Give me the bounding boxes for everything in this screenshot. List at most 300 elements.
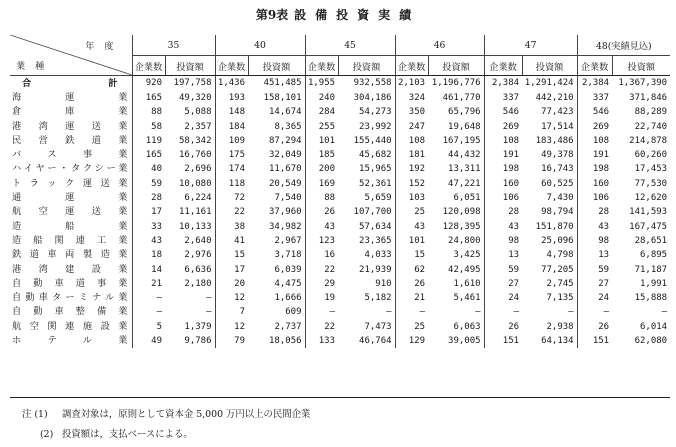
investment-amount-cell: 6,636 xyxy=(184,264,212,275)
investment-amount-cell: 49,320 xyxy=(179,93,212,103)
sub-header-count: 企業数 xyxy=(305,56,338,76)
investment-amount-cell: 54,273 xyxy=(359,107,392,118)
industry-name: 通運業 xyxy=(12,192,128,204)
investment-amount-cell: 120,098 xyxy=(442,207,481,218)
industry-name: 民営鉄道業 xyxy=(12,134,128,146)
investment-amount-cell: 167,195 xyxy=(442,135,481,146)
investment-amount-cell: 6,895 xyxy=(640,250,668,261)
note-1-text: 調査対象は，原則として資本金 5,000 万円以上の民間企業 xyxy=(62,409,311,420)
year-header: 45 xyxy=(305,35,395,56)
investment-amount-cell: 46,764 xyxy=(359,336,392,347)
industry-name: 鉄道車両製造業 xyxy=(12,249,128,261)
investment-amount-cell: 1,610 xyxy=(453,278,481,289)
investment-amount-cell: 18,056 xyxy=(269,336,302,347)
investment-amount-cell: 98,794 xyxy=(541,207,574,218)
investment-amount-cell: 14,674 xyxy=(269,107,302,118)
investment-amount-cell: 5,461 xyxy=(453,293,481,304)
company-count-cell: 119 xyxy=(132,134,165,148)
investment-amount-cell: 167,475 xyxy=(629,221,668,232)
company-count-cell: 108 xyxy=(395,134,428,148)
investment-amount-cell: 62,080 xyxy=(634,336,668,347)
table-number: 第9表 xyxy=(255,8,289,22)
company-count-cell: 26 xyxy=(305,205,338,219)
investment-amount-cell: 5,182 xyxy=(364,293,392,304)
company-count-cell: 21 xyxy=(132,277,165,291)
investment-amount-cell: 1,291,424 xyxy=(524,78,574,88)
note-2 xyxy=(40,426,193,440)
investment-amount-cell: 2,737 xyxy=(274,321,302,332)
table-row xyxy=(10,248,670,262)
investment-amount-cell: 25,096 xyxy=(541,235,574,246)
investment-amount-cell: 442,210 xyxy=(535,93,574,103)
investment-amount-cell: 22,740 xyxy=(634,121,668,132)
company-count-cell: 43 xyxy=(132,234,165,248)
total-row xyxy=(10,76,670,92)
table-caption: 設備投資実績 xyxy=(294,8,421,22)
company-count-cell: 106 xyxy=(577,191,612,205)
investment-amount-cell: 12,620 xyxy=(634,193,668,204)
investment-amount-cell: 1,379 xyxy=(184,321,212,332)
investment-amount-cell: 932,558 xyxy=(353,78,392,88)
investment-amount-cell: 17,514 xyxy=(541,121,574,132)
investment-amount-cell: 214,878 xyxy=(629,135,668,146)
investment-amount-cell: 15,965 xyxy=(359,164,392,175)
company-count-cell: 101 xyxy=(305,134,338,148)
investment-amount-cell: 151,870 xyxy=(535,221,574,232)
company-count-cell: 198 xyxy=(484,162,522,176)
company-count-cell: 350 xyxy=(395,105,428,119)
company-count-cell: 88 xyxy=(305,191,338,205)
year-header: 40 xyxy=(215,35,305,56)
table-row xyxy=(10,334,670,348)
investment-amount-cell: 77,530 xyxy=(634,178,668,189)
industry-name: 倉庫業 xyxy=(12,106,128,118)
investment-amount-cell: 2,180 xyxy=(184,278,212,289)
company-count-cell: 160 xyxy=(577,177,612,191)
company-count-cell: 185 xyxy=(305,148,338,162)
company-count-cell: — xyxy=(395,305,428,319)
company-count-cell: 25 xyxy=(395,320,428,334)
investment-amount-cell: 7,473 xyxy=(364,321,392,332)
company-count-cell: 72 xyxy=(215,191,248,205)
investment-amount-cell: 17,453 xyxy=(634,164,668,175)
company-count-cell: — xyxy=(132,305,165,319)
investment-amount-cell: 87,294 xyxy=(269,135,302,146)
company-count-cell: 175 xyxy=(215,148,248,162)
investment-amount-cell: 88,289 xyxy=(634,107,668,118)
company-count-cell: 324 xyxy=(395,91,428,105)
company-count-cell: 22 xyxy=(215,205,248,219)
investment-amount-cell: 60,260 xyxy=(634,150,668,161)
company-count-cell: 49 xyxy=(132,334,165,348)
investment-amount-cell: 6,051 xyxy=(453,193,481,204)
table-row xyxy=(10,320,670,334)
investment-amount-cell: 32,049 xyxy=(269,150,302,161)
company-count-cell: 16 xyxy=(305,248,338,262)
investment-amount-cell: 451,485 xyxy=(263,78,302,88)
company-count-cell: 337 xyxy=(484,91,522,105)
company-count-cell: 7 xyxy=(215,305,248,319)
investment-amount-cell: 64,134 xyxy=(541,336,574,347)
company-count-cell: 240 xyxy=(305,91,338,105)
investment-amount-cell: 60,525 xyxy=(541,178,574,189)
industry-name: 自動車道事業 xyxy=(12,277,128,289)
company-count-cell: 19 xyxy=(305,291,338,305)
company-count-cell: 21 xyxy=(395,291,428,305)
investment-amount-cell: 28,651 xyxy=(634,235,668,246)
investment-amount-cell: 7,430 xyxy=(546,193,574,204)
company-count-cell: 25 xyxy=(395,205,428,219)
investment-amount-cell: 4,033 xyxy=(364,250,392,261)
company-count-cell: 22 xyxy=(305,320,338,334)
investment-amount-cell: 1,666 xyxy=(274,293,302,304)
investment-amount-cell: 19,648 xyxy=(448,121,481,132)
company-count-cell: 43 xyxy=(305,220,338,234)
investment-amount-cell: 128,395 xyxy=(442,221,481,232)
investment-amount-cell: 44,432 xyxy=(448,150,481,161)
company-count-cell: 133 xyxy=(305,334,338,348)
table-row xyxy=(10,277,670,291)
industry-name: 自動車ターミナル業 xyxy=(12,292,128,304)
investment-amount-cell: 2,938 xyxy=(546,321,574,332)
investment-amount-cell: 11,670 xyxy=(269,164,302,175)
table-title xyxy=(0,6,676,23)
investment-amount-cell: 371,846 xyxy=(629,93,668,103)
company-count-cell: 198 xyxy=(577,162,612,176)
company-count-cell: 17 xyxy=(215,263,248,277)
company-count-cell: 123 xyxy=(305,234,338,248)
company-count-cell: 13 xyxy=(484,248,522,262)
company-count-cell: 191 xyxy=(484,148,522,162)
company-count-cell: 337 xyxy=(577,91,612,105)
investment-amount-cell: 71,187 xyxy=(634,264,668,275)
investment-amount-cell: 2,967 xyxy=(274,235,302,246)
investment-table xyxy=(10,35,670,348)
investment-amount-cell: 2,696 xyxy=(184,164,212,175)
company-count-cell: 24 xyxy=(484,291,522,305)
table-row xyxy=(10,120,670,134)
note-2-label: (2) xyxy=(40,429,54,440)
company-count-cell: 181 xyxy=(395,148,428,162)
company-count-cell: 26 xyxy=(577,320,612,334)
investment-amount-cell: — xyxy=(386,307,392,318)
company-count-cell: 18 xyxy=(132,248,165,262)
company-count-cell: 62 xyxy=(395,263,428,277)
industry-name: 航空運送業 xyxy=(12,206,128,218)
company-count-cell: 98 xyxy=(484,234,522,248)
company-count-cell: 40 xyxy=(132,162,165,176)
investment-amount-cell: 47,221 xyxy=(448,178,481,189)
investment-amount-cell: 609 xyxy=(285,307,302,318)
company-count-cell: 88 xyxy=(132,105,165,119)
investment-amount-cell: 15,888 xyxy=(634,293,668,304)
company-count-cell: 59 xyxy=(577,263,612,277)
sub-header-amount: 投資額 xyxy=(248,56,305,76)
investment-amount-cell: 39,005 xyxy=(448,336,481,347)
investment-amount-cell: 6,014 xyxy=(640,321,668,332)
company-count-cell: 58 xyxy=(132,120,165,134)
table-row xyxy=(10,105,670,119)
company-count-cell: 108 xyxy=(577,134,612,148)
company-count-cell: 103 xyxy=(395,191,428,205)
company-count-cell: 269 xyxy=(577,120,612,134)
table-row xyxy=(10,205,670,219)
industry-name: 造船業 xyxy=(12,220,128,232)
company-count-cell: 148 xyxy=(215,105,248,119)
table-row xyxy=(10,134,670,148)
industry-name: 海運業 xyxy=(12,92,128,103)
table-row xyxy=(10,148,670,162)
company-count-cell: 2,103 xyxy=(395,76,428,92)
investment-amount-cell: 304,186 xyxy=(353,93,392,103)
company-count-cell: 129 xyxy=(395,334,428,348)
investment-amount-cell: 77,205 xyxy=(541,264,574,275)
company-count-cell: 101 xyxy=(395,234,428,248)
company-count-cell: 43 xyxy=(577,220,612,234)
corner-year-label: 年度 xyxy=(85,41,124,52)
investment-amount-cell: 461,770 xyxy=(442,93,481,103)
company-count-cell: 15 xyxy=(395,248,428,262)
investment-amount-cell: 2,357 xyxy=(184,121,212,132)
note-1 xyxy=(22,406,310,420)
note-1-label: 注 (1) xyxy=(22,409,48,420)
industry-name: 港湾建設業 xyxy=(12,263,128,275)
company-count-cell: 43 xyxy=(395,220,428,234)
company-count-cell: 920 xyxy=(132,76,165,92)
investment-amount-cell: 3,425 xyxy=(453,250,481,261)
investment-amount-cell: 6,063 xyxy=(453,321,481,332)
table-row xyxy=(10,177,670,191)
investment-amount-cell: 13,311 xyxy=(448,164,481,175)
investment-amount-cell: 11,161 xyxy=(179,207,212,218)
investment-amount-cell: 4,475 xyxy=(274,278,302,289)
investment-amount-cell: 107,700 xyxy=(353,207,392,218)
company-count-cell: 27 xyxy=(577,277,612,291)
investment-amount-cell: 1,367,390 xyxy=(618,78,668,88)
company-count-cell: 5 xyxy=(132,320,165,334)
company-count-cell: 108 xyxy=(484,134,522,148)
table-row xyxy=(10,91,670,105)
table-body xyxy=(10,76,670,349)
company-count-cell: 12 xyxy=(215,291,248,305)
investment-amount-cell: 23,365 xyxy=(359,235,392,246)
table-bottom-rule xyxy=(10,397,670,398)
company-count-cell: 12 xyxy=(215,320,248,334)
note-2-text: 投資額は，支払ベースによる。 xyxy=(62,429,193,440)
investment-amount-cell: 4,798 xyxy=(546,250,574,261)
investment-amount-cell: 42,495 xyxy=(448,264,481,275)
investment-amount-cell: 2,976 xyxy=(184,250,212,261)
company-count-cell: 27 xyxy=(484,277,522,291)
company-count-cell: 546 xyxy=(577,105,612,119)
company-count-cell: 152 xyxy=(395,177,428,191)
sub-header-count: 企業数 xyxy=(395,56,428,76)
investment-amount-cell: 158,101 xyxy=(263,93,302,103)
investment-amount-cell: 65,796 xyxy=(448,107,481,118)
investment-amount-cell: 21,939 xyxy=(359,264,392,275)
investment-amount-cell: 45,682 xyxy=(359,150,392,161)
company-count-cell: 193 xyxy=(215,91,248,105)
sub-header-amount: 投資額 xyxy=(612,56,670,76)
year-header: 47 xyxy=(484,35,577,56)
company-count-cell: 165 xyxy=(132,91,165,105)
investment-amount-cell: 6,039 xyxy=(274,264,302,275)
company-count-cell: 24 xyxy=(577,291,612,305)
company-count-cell: 192 xyxy=(395,162,428,176)
company-count-cell: 118 xyxy=(215,177,248,191)
investment-amount-cell: 5,659 xyxy=(364,193,392,204)
sub-header-amount: 投資額 xyxy=(338,56,395,76)
company-count-cell: 247 xyxy=(395,120,428,134)
investment-amount-cell: 197,758 xyxy=(173,78,212,88)
investment-amount-cell: 7,135 xyxy=(546,293,574,304)
industry-name: ホテル業 xyxy=(12,335,128,347)
investment-amount-cell: 9,786 xyxy=(184,336,212,347)
company-count-cell: 109 xyxy=(215,134,248,148)
company-count-cell: 1,436 xyxy=(215,76,248,92)
investment-amount-cell: 20,549 xyxy=(269,178,302,189)
investment-amount-cell: 155,440 xyxy=(353,135,392,146)
investment-amount-cell: 24,800 xyxy=(448,235,481,246)
investment-amount-cell: — xyxy=(568,307,574,318)
company-count-cell: 106 xyxy=(484,191,522,205)
company-count-cell: 43 xyxy=(484,220,522,234)
company-count-cell: 191 xyxy=(577,148,612,162)
company-count-cell: — xyxy=(305,305,338,319)
company-count-cell: 160 xyxy=(484,177,522,191)
company-count-cell: 200 xyxy=(305,162,338,176)
company-count-cell: 284 xyxy=(305,105,338,119)
investment-amount-cell: 57,634 xyxy=(359,221,392,232)
table-row xyxy=(10,291,670,305)
company-count-cell: 174 xyxy=(215,162,248,176)
company-count-cell: 26 xyxy=(484,320,522,334)
company-count-cell: 2,384 xyxy=(484,76,522,92)
header-row-years xyxy=(10,35,670,56)
sub-header-count: 企業数 xyxy=(215,56,248,76)
investment-amount-cell: — xyxy=(206,307,212,318)
company-count-cell: 28 xyxy=(132,191,165,205)
company-count-cell: 2,384 xyxy=(577,76,612,92)
industry-name: バス事業 xyxy=(12,149,128,161)
year-header: 46 xyxy=(395,35,484,56)
company-count-cell: — xyxy=(132,291,165,305)
company-count-cell: 15 xyxy=(215,248,248,262)
investment-amount-cell: 10,133 xyxy=(179,221,212,232)
investment-amount-cell: 6,224 xyxy=(184,193,212,204)
company-count-cell: 59 xyxy=(132,177,165,191)
company-count-cell: 98 xyxy=(577,234,612,248)
year-header: 48(実績見込) xyxy=(577,35,670,56)
investment-amount-cell: 183,486 xyxy=(535,135,574,146)
table-row xyxy=(10,191,670,205)
sub-header-count: 企業数 xyxy=(484,56,522,76)
corner-industry-label: 業種 xyxy=(16,61,55,72)
company-count-cell: 169 xyxy=(305,177,338,191)
header-corner xyxy=(10,35,132,76)
industry-name: 造船関連工業 xyxy=(12,234,128,246)
investment-amount-cell: 58,342 xyxy=(179,135,212,146)
company-count-cell: 28 xyxy=(484,205,522,219)
sub-header-count: 企業数 xyxy=(132,56,165,76)
company-count-cell: 59 xyxy=(484,263,522,277)
company-count-cell: 33 xyxy=(132,220,165,234)
sub-header-count: 企業数 xyxy=(577,56,612,76)
industry-name: 合計 xyxy=(22,78,118,89)
sub-header-amount: 投資額 xyxy=(428,56,484,76)
company-count-cell: 17 xyxy=(132,205,165,219)
investment-amount-cell: 3,718 xyxy=(274,250,302,261)
company-count-cell: 13 xyxy=(577,248,612,262)
table-row xyxy=(10,220,670,234)
sub-header-amount: 投資額 xyxy=(165,56,215,76)
company-count-cell: — xyxy=(484,305,522,319)
investment-amount-cell: 23,992 xyxy=(359,121,392,132)
investment-amount-cell: — xyxy=(475,307,481,318)
company-count-cell: 41 xyxy=(215,234,248,248)
investment-amount-cell: 49,378 xyxy=(541,150,574,161)
company-count-cell: 26 xyxy=(395,277,428,291)
investment-amount-cell: 5,088 xyxy=(184,107,212,118)
table-row xyxy=(10,305,670,319)
company-count-cell: 165 xyxy=(132,148,165,162)
investment-amount-cell: 910 xyxy=(375,278,392,289)
investment-amount-cell: 52,361 xyxy=(359,178,392,189)
investment-amount-cell: 1,196,776 xyxy=(431,78,481,88)
company-count-cell: 38 xyxy=(215,220,248,234)
company-count-cell: 546 xyxy=(484,105,522,119)
company-count-cell: 22 xyxy=(305,263,338,277)
company-count-cell: 269 xyxy=(484,120,522,134)
company-count-cell: 1,955 xyxy=(305,76,338,92)
industry-name: ハイヤー・タクシー業 xyxy=(12,163,128,175)
investment-amount-cell: 16,743 xyxy=(541,164,574,175)
company-count-cell: 151 xyxy=(484,334,522,348)
investment-amount-cell: 1,991 xyxy=(640,278,668,289)
table-row xyxy=(10,263,670,277)
year-header: 35 xyxy=(132,35,215,56)
investment-amount-cell: 2,745 xyxy=(546,278,574,289)
investment-amount-cell: 16,760 xyxy=(179,150,212,161)
company-count-cell: 255 xyxy=(305,120,338,134)
investment-amount-cell: 7,540 xyxy=(274,193,302,204)
company-count-cell: 20 xyxy=(215,277,248,291)
investment-amount-cell: 141,593 xyxy=(629,207,668,218)
investment-amount-cell: 37,960 xyxy=(269,207,302,218)
industry-name: 航空関連施設業 xyxy=(12,320,128,332)
sub-header-amount: 投資額 xyxy=(522,56,577,76)
company-count-cell: 28 xyxy=(577,205,612,219)
investment-amount-cell: 10,080 xyxy=(179,178,212,189)
industry-name: トラック運送業 xyxy=(12,177,128,189)
industry-name: 港湾運送業 xyxy=(12,120,128,132)
investment-amount-cell: 8,365 xyxy=(274,121,302,132)
company-count-cell: 184 xyxy=(215,120,248,134)
table-row xyxy=(10,162,670,176)
company-count-cell: 151 xyxy=(577,334,612,348)
company-count-cell: 79 xyxy=(215,334,248,348)
company-count-cell: 29 xyxy=(305,277,338,291)
company-count-cell: 14 xyxy=(132,263,165,277)
investment-amount-cell: — xyxy=(661,307,668,318)
table-row xyxy=(10,234,670,248)
investment-amount-cell: 34,982 xyxy=(269,221,302,232)
investment-amount-cell: — xyxy=(206,293,212,304)
investment-amount-cell: 77,423 xyxy=(541,107,574,118)
investment-amount-cell: 2,640 xyxy=(184,235,212,246)
company-count-cell: — xyxy=(577,305,612,319)
industry-name: 自動車整備業 xyxy=(12,306,128,318)
